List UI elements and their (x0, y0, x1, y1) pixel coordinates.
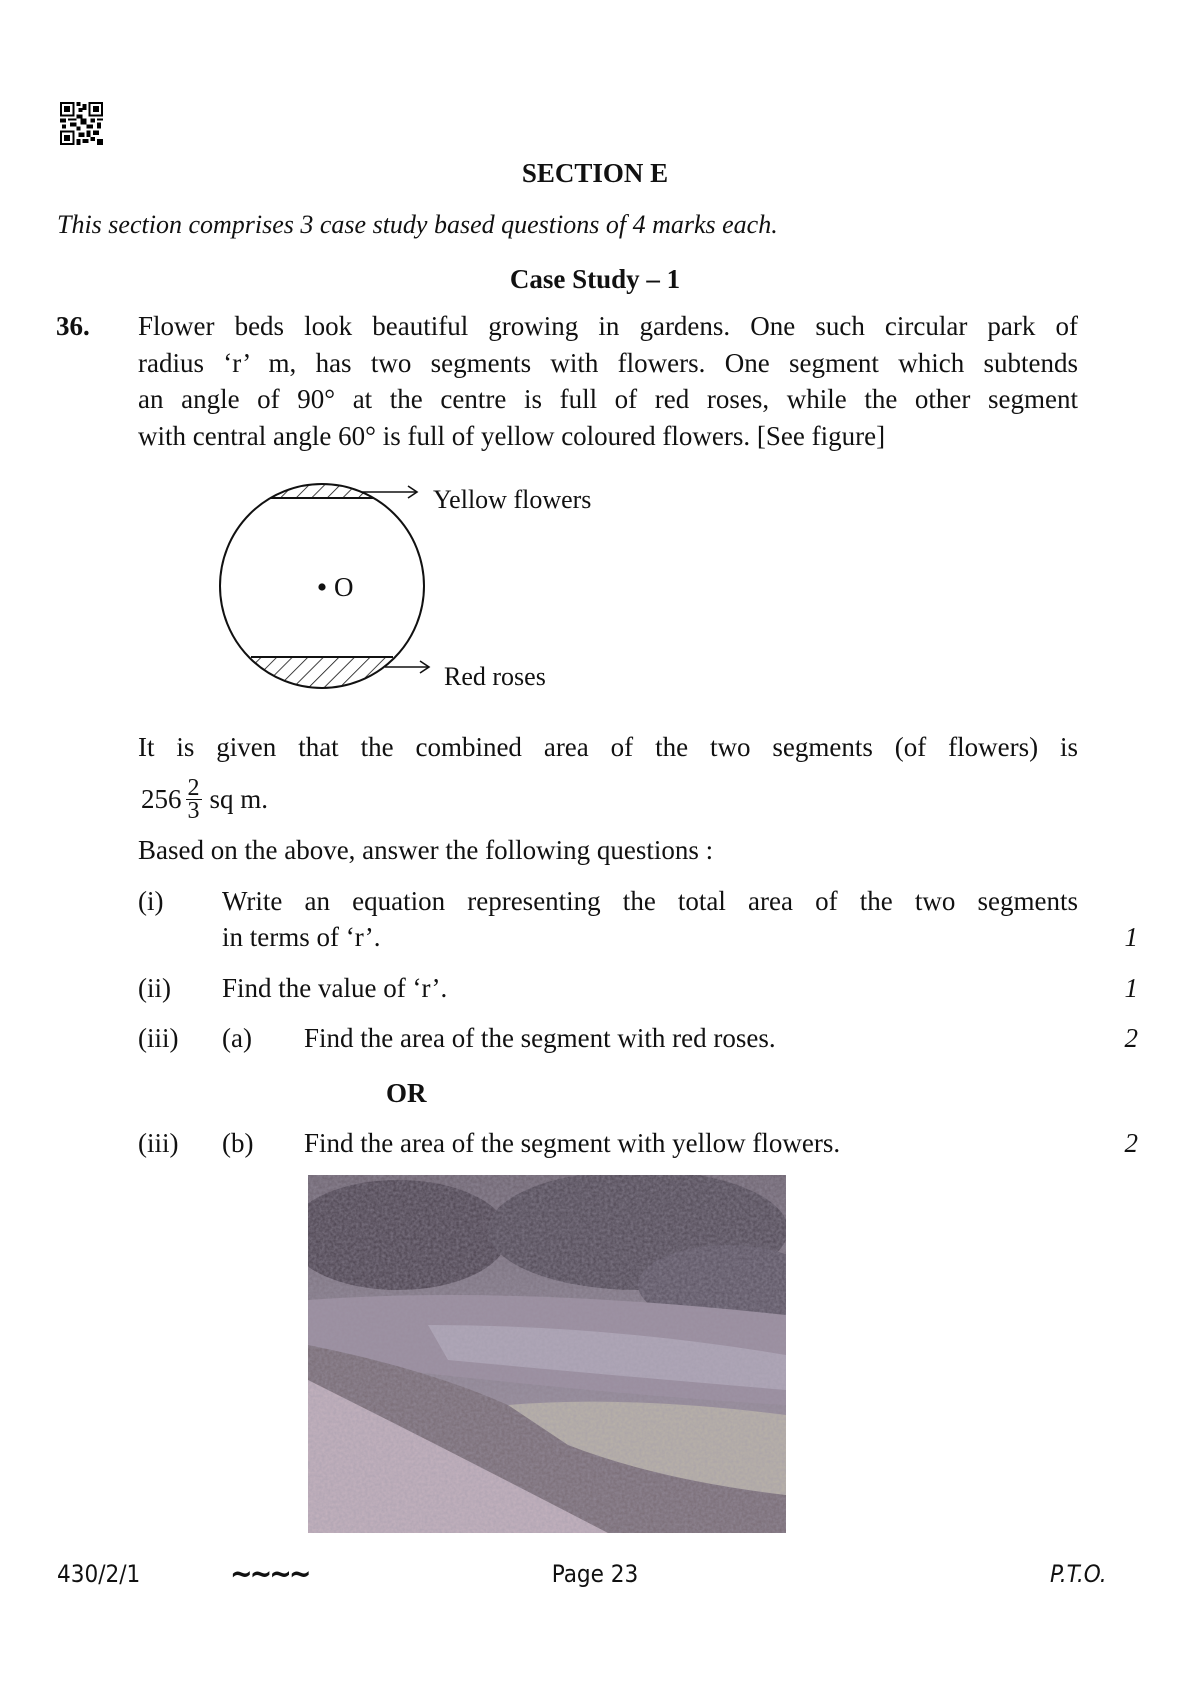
question-number: 36. (56, 311, 90, 341)
part-i-text-line-1: Write an equation representing the total area of the two segments (222, 886, 1078, 916)
part-ii-label: (ii) (138, 973, 171, 1003)
area-denominator: 3 (187, 797, 200, 824)
or-separator: OR (386, 1078, 427, 1108)
page-number: Page 23 (551, 1560, 639, 1588)
part-iii-a-text: Find the area of the segment with red roses. (304, 1023, 776, 1053)
part-i-text-line-2: in terms of ‘r’. (222, 922, 381, 952)
part-iii-b-sublabel: (b) (222, 1128, 254, 1158)
footer-ornament: ~~~~ (230, 1557, 309, 1592)
paper-code: 430/2/1 (57, 1560, 141, 1588)
given-line: It is given that the combined area of the two segments (of flowers) is (138, 732, 1078, 762)
part-iii-a-sublabel: (a) (222, 1023, 252, 1053)
part-iii-b-marks: 2 (1124, 1128, 1138, 1158)
section-instruction: This section comprises 3 case study based questions of 4 marks each. (57, 210, 778, 239)
given-area (141, 774, 268, 824)
centre-label: O (334, 572, 354, 602)
part-iii-b-label: (iii) (138, 1128, 179, 1158)
yellow-flowers-label: Yellow flowers (433, 485, 592, 514)
area-whole: 256 (141, 783, 182, 814)
question-intro-line-3: an angle of 90° at the centre is full of red roses, while the other segment (138, 384, 1078, 414)
circle-segments-figure (210, 475, 450, 700)
part-i-label: (i) (138, 886, 164, 916)
case-study-title: Case Study – 1 (509, 264, 681, 294)
area-numerator: 2 (187, 774, 200, 801)
pto-label: P.T.O. (1050, 1560, 1107, 1588)
flower-bed-photo (308, 1175, 786, 1533)
question-intro-line-1: Flower beds look beautiful growing in gardens. One such circular park of (138, 311, 1078, 341)
section-title: SECTION E (521, 158, 669, 188)
qr-code-icon (60, 102, 103, 145)
part-ii-marks: 1 (1124, 973, 1138, 1003)
part-iii-b-text: Find the area of the segment with yellow flowers. (304, 1128, 841, 1158)
question-intro-line-4: with central angle 60° is full of yellow coloured flowers. [See figure] (138, 421, 886, 451)
area-fraction (186, 774, 202, 824)
part-ii-text: Find the value of ‘r’. (222, 973, 448, 1003)
red-roses-label: Red roses (444, 662, 546, 691)
part-i-marks: 1 (1124, 922, 1138, 952)
questions-prompt: Based on the above, answer the following questions : (138, 835, 714, 865)
part-iii-a-marks: 2 (1124, 1023, 1138, 1053)
area-unit: sq m. (209, 783, 269, 814)
question-intro-line-2: radius ‘r’ m, has two segments with flowers. One segment which subtends (138, 348, 1078, 378)
part-iii-a-label: (iii) (138, 1023, 179, 1053)
